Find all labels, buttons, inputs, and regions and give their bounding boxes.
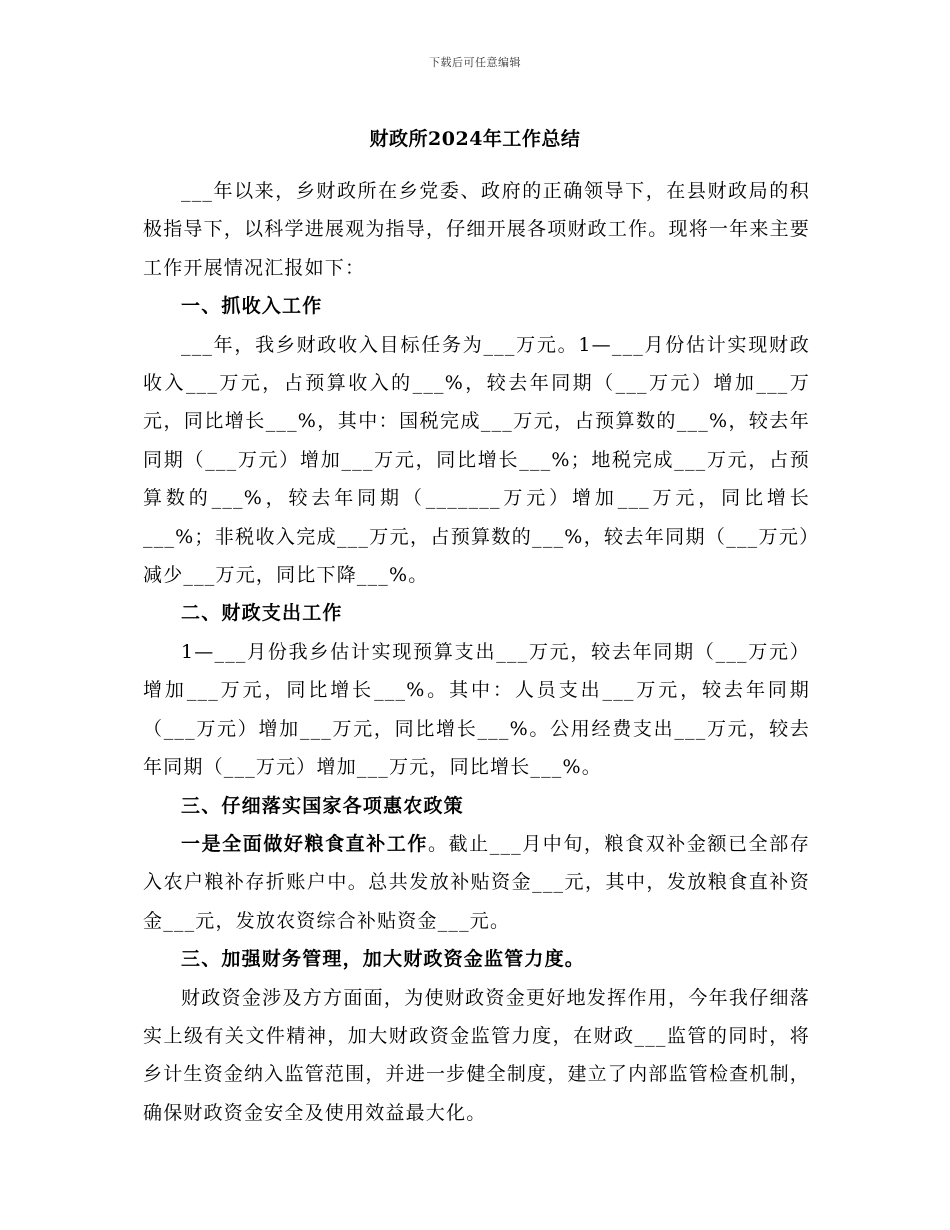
intro-paragraph: ___年以来，乡财政所在乡党委、政府的正确领导下，在县财政局的积极指导下，以科学进展观为指导，仔细开展各项财政工作。现将一年来主要工作开展情况汇报如下： [143,180,810,279]
section-heading-policy: 三、仔细落实国家各项惠农政策 [181,794,464,817]
management-paragraph: 财政资金涉及方方面面，为使财政资金更好地发挥作用，今年我仔细落实上级有关文件精神，加大财政资金监管力度，在财政___监管的同时，将乡计生资金纳入监管范围，并进一步健全制度，建立了内部监管检查机制，确保财政资金安全及使用效益最大化。 [143,986,810,1124]
document-title: 财政所2024年工作总结 [369,128,581,150]
income-paragraph: ___年，我乡财政收入目标任务为___万元。1—___月份估计实现财政收入___万元，占预算收入的___%，较去年同期（___万元）增加___万元，同比增长___%，其中：国税完成___万元，占预算数的___%，较去年同期（___万元）增加___万元，同比增长___%；地税完成___万元，占预算数的___%，较去年同期（_______万元）增加___万元，同比增长___%；非税收入完成___万元，占预算数的___%，较去年同期（___万元）减少___万元，同比下降___%。 [143,333,810,587]
section-heading-income: 一、抓收入工作 [181,295,323,318]
policy-lead-text: 一是全面做好粮食直补工作 [181,832,428,855]
header-note: 下载后可任意编辑 [429,56,521,69]
section-heading-expenditure: 二、财政支出工作 [181,602,343,625]
document-body [143,172,810,1132]
policy-body-text: 。截止___月中旬，粮食双补金额已全部存入农户粮补存折账户中。总共发放补贴资金___元，其中，发放粮食直补资金___元，发放农资综合补贴资金___元。 [143,832,810,932]
expenditure-paragraph: 1—___月份我乡估计实现预算支出___万元，较去年同期（___万元）增加___万元，同比增长___%。其中：人员支出___万元，较去年同期（___万元）增加___万元，同比增长___%。公用经费支出___万元，较去年同期（___万元）增加___万元，同比增长___%。 [143,640,810,779]
section-heading-management: 三、加强财务管理，加大财政资金监管力度。 [181,948,586,971]
policy-paragraph [143,825,810,940]
